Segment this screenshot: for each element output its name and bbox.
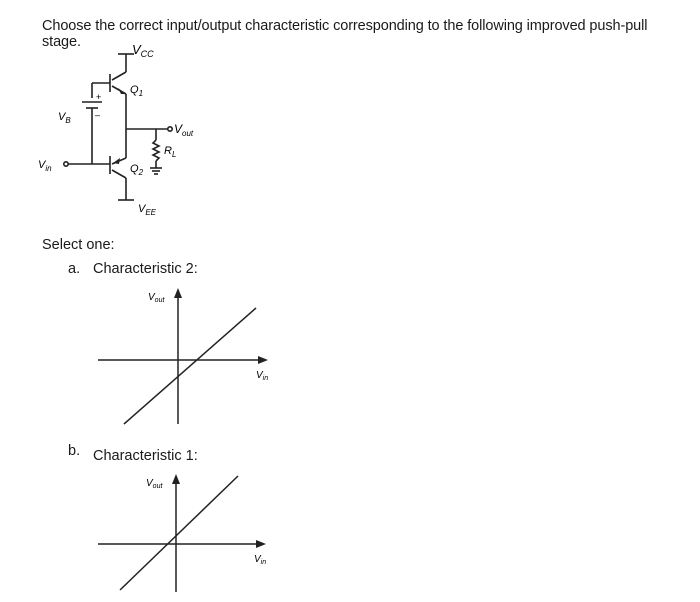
rl-resistor [153,140,159,161]
option-b-vin-label: $V_{in}$ [254,554,267,566]
battery-plus-sign: + [96,92,102,102]
rl-label: $R_L$ [164,145,177,159]
question-text: Choose the correct input/output characteristic corresponding to the following improved push-pull stage. [42,18,648,50]
option-b-vout-label: $V_{out}$ [146,478,163,490]
q2-emitter-arrow [113,158,120,164]
vin-terminal [64,162,68,166]
option-b-y-arrow [172,474,180,484]
option-a-letter[interactable]: a. [68,261,81,277]
option-a-y-arrow [174,288,182,298]
vcc-label: $V_{CC}$ [132,42,154,59]
option-b-transfer-curve [120,476,238,590]
option-b-characteristic-graph[interactable] [90,470,290,598]
option-a-vout-label: $V_{out}$ [148,292,165,304]
option-a-text[interactable]: Characteristic 2: [93,261,198,277]
vout-terminal [168,127,172,131]
option-a-characteristic-graph[interactable] [90,284,290,432]
q1-label: $Q_1$ [130,84,144,98]
q2-collector [112,170,126,178]
select-one-label: Select one: [42,237,115,253]
q2-label: $Q_2$ [130,163,144,177]
push-pull-circuit-diagram [30,42,210,222]
option-b-x-arrow [256,540,266,548]
vin-label: $V_{in}$ [38,159,52,173]
option-b-letter[interactable]: b. [68,443,81,459]
q1-collector [112,72,126,80]
battery-minus-sign: – [95,110,101,120]
vout-label: $V_{out}$ [174,122,194,138]
option-a-vin-label: $V_{in}$ [256,370,269,382]
option-a-transfer-curve [124,308,256,424]
vee-label: $V_{EE}$ [138,203,157,217]
option-b-text[interactable]: Characteristic 1: [93,448,198,464]
option-a-x-arrow [258,356,268,364]
vb-label: $V_B$ [58,111,71,125]
